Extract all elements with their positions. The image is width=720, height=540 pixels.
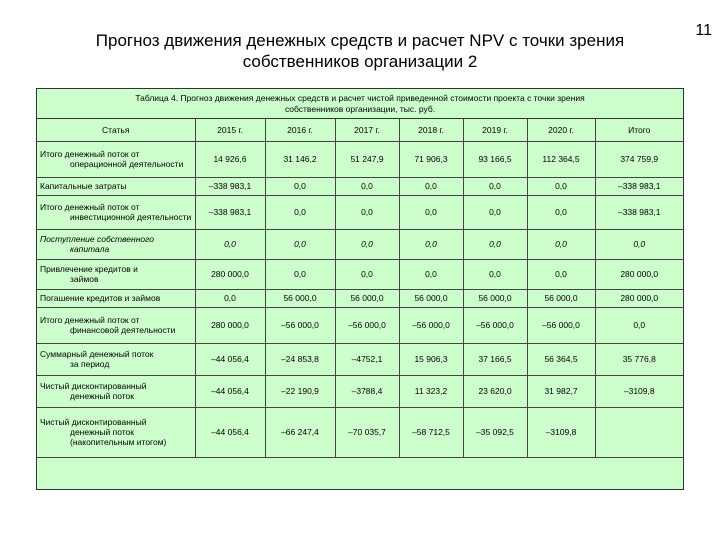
row-label bbox=[37, 177, 195, 195]
table-cell-value: 35 776,8 bbox=[595, 343, 683, 375]
table-cell-value: –58 712,5 bbox=[399, 407, 463, 457]
table-cell-value: –338 983,1 bbox=[595, 177, 683, 195]
table-cell-value: 0,0 bbox=[335, 229, 399, 259]
table-cell-value: 0,0 bbox=[195, 289, 265, 307]
table-cell-value: 11 323,2 bbox=[399, 375, 463, 407]
row-label bbox=[37, 141, 195, 177]
table-cell-value: 51 247,9 bbox=[335, 141, 399, 177]
table-row bbox=[37, 289, 683, 307]
table-cell-value: 280 000,0 bbox=[595, 289, 683, 307]
row-label bbox=[37, 307, 195, 343]
row-label-first-line: Привлечение кредитов и bbox=[40, 264, 138, 274]
table-cell-value: 0,0 bbox=[195, 229, 265, 259]
table-cell-value: 0,0 bbox=[399, 259, 463, 289]
row-label-continuation: за период bbox=[70, 359, 110, 369]
row-label-first-line: Чистый дисконтированный bbox=[40, 417, 147, 427]
table-cell-value: –56 000,0 bbox=[463, 307, 527, 343]
table-cell-value: 31 146,2 bbox=[265, 141, 335, 177]
column-header-year: 2017 г. bbox=[335, 119, 399, 141]
row-label-continuation: инвестиционной деятельности bbox=[70, 212, 192, 222]
table-cell-value: 0,0 bbox=[463, 259, 527, 289]
table-cell-value: 0,0 bbox=[463, 229, 527, 259]
row-label bbox=[37, 229, 195, 259]
table-row bbox=[37, 195, 683, 229]
row-label-first-line: Погашение кредитов и займов bbox=[40, 293, 161, 303]
column-header-article: Статья bbox=[37, 119, 195, 141]
table-cell-value: 0,0 bbox=[399, 177, 463, 195]
table-row bbox=[37, 343, 683, 375]
table-cell-value: –4752,1 bbox=[335, 343, 399, 375]
table-cell-value: 31 982,7 bbox=[527, 375, 595, 407]
page-number: 11 bbox=[695, 22, 712, 39]
column-header-year: 2015 г. bbox=[195, 119, 265, 141]
table-cell-value: 0,0 bbox=[335, 177, 399, 195]
column-header-year: 2019 г. bbox=[463, 119, 527, 141]
table-cell-value: 0,0 bbox=[265, 195, 335, 229]
table-cell-value: –44 056,4 bbox=[195, 375, 265, 407]
cash-flow-table bbox=[37, 119, 683, 458]
table-cell-value: 0,0 bbox=[335, 195, 399, 229]
row-label-first-line: Итого денежный поток от bbox=[40, 149, 140, 159]
table-cell-value: –56 000,0 bbox=[399, 307, 463, 343]
table-cell-value: 23 620,0 bbox=[463, 375, 527, 407]
table-cell-value: –22 190,9 bbox=[265, 375, 335, 407]
table-caption: Таблица 4. Прогноз движения денежных средств и расчет чистой приведенной стоимости проекта с точки зрения собственников организации, тыс. руб. bbox=[37, 89, 683, 119]
table-cell-value: 56 000,0 bbox=[335, 289, 399, 307]
row-label-continuation: капитала bbox=[70, 244, 110, 254]
column-header-year: 2018 г. bbox=[399, 119, 463, 141]
table-cell-value: –56 000,0 bbox=[527, 307, 595, 343]
table-cell-value: –24 853,8 bbox=[265, 343, 335, 375]
table-cell-value: 56 000,0 bbox=[399, 289, 463, 307]
table-row bbox=[37, 307, 683, 343]
row-label-continuation: финансовой деятельности bbox=[70, 325, 176, 335]
table-row bbox=[37, 375, 683, 407]
table-cell-value: 56 000,0 bbox=[527, 289, 595, 307]
table-cell-value: –56 000,0 bbox=[265, 307, 335, 343]
table-cell-value: 0,0 bbox=[265, 177, 335, 195]
row-label-first-line: Капитальные затраты bbox=[40, 181, 127, 191]
table-cell-value: 0,0 bbox=[527, 229, 595, 259]
table-body bbox=[37, 141, 683, 457]
table-cell-value: 0,0 bbox=[335, 259, 399, 289]
row-label-first-line: Суммарный денежный поток bbox=[40, 349, 154, 359]
table-cell-value: 374 759,9 bbox=[595, 141, 683, 177]
row-label-first-line: Поступление собственного bbox=[40, 234, 154, 244]
table-cell-value: –338 983,1 bbox=[595, 195, 683, 229]
page-title-line-2: собственников организации 2 bbox=[242, 52, 478, 71]
table-cell-value: 0,0 bbox=[595, 229, 683, 259]
page-title bbox=[40, 30, 680, 72]
row-label-continuation: операционной деятельности bbox=[70, 159, 184, 169]
table-cell-value: 0,0 bbox=[399, 195, 463, 229]
row-label-first-line: Итого денежный поток от bbox=[40, 315, 140, 325]
table-cell-value: 14 926,6 bbox=[195, 141, 265, 177]
table-cell-value: 0,0 bbox=[265, 259, 335, 289]
table-cell-value: 56 000,0 bbox=[265, 289, 335, 307]
column-header-year: 2020 г. bbox=[527, 119, 595, 141]
table-cell-value: 112 364,5 bbox=[527, 141, 595, 177]
table-cell-value bbox=[595, 407, 683, 457]
table-row bbox=[37, 259, 683, 289]
table-cell-value: 280 000,0 bbox=[595, 259, 683, 289]
row-label-continuation: денежный поток bbox=[70, 391, 134, 401]
table-header-row bbox=[37, 119, 683, 141]
row-label bbox=[37, 195, 195, 229]
table-row bbox=[37, 141, 683, 177]
table-cell-value: –70 035,7 bbox=[335, 407, 399, 457]
table-cell-value: 0,0 bbox=[527, 195, 595, 229]
row-label-continuation: займов bbox=[70, 274, 99, 284]
table-row bbox=[37, 177, 683, 195]
table-cell-value: 0,0 bbox=[463, 177, 527, 195]
column-header-total: Итого bbox=[595, 119, 683, 141]
column-header-year: 2016 г. bbox=[265, 119, 335, 141]
table-cell-value: 0,0 bbox=[527, 259, 595, 289]
table-cell-value: 0,0 bbox=[399, 229, 463, 259]
table-cell-value: –44 056,4 bbox=[195, 343, 265, 375]
table-row bbox=[37, 229, 683, 259]
row-label-first-line: Чистый дисконтированный bbox=[40, 381, 147, 391]
table-cell-value: 280 000,0 bbox=[195, 307, 265, 343]
table-cell-value: 0,0 bbox=[527, 177, 595, 195]
table-cell-value: 15 906,3 bbox=[399, 343, 463, 375]
table-cell-value: 37 166,5 bbox=[463, 343, 527, 375]
table-cell-value: –44 056,4 bbox=[195, 407, 265, 457]
table-cell-value: –66 247,4 bbox=[265, 407, 335, 457]
table-cell-value: 0,0 bbox=[265, 229, 335, 259]
table-cell-value: 56 364,5 bbox=[527, 343, 595, 375]
table-cell-value: 0,0 bbox=[463, 195, 527, 229]
table-cell-value: –3788,4 bbox=[335, 375, 399, 407]
table-cell-value: –3109,8 bbox=[527, 407, 595, 457]
row-label bbox=[37, 289, 195, 307]
table-cell-value: –338 983,1 bbox=[195, 195, 265, 229]
row-label bbox=[37, 259, 195, 289]
cash-flow-table-container bbox=[36, 88, 684, 490]
row-label bbox=[37, 375, 195, 407]
row-label-first-line: Итого денежный поток от bbox=[40, 202, 140, 212]
table-cell-value: 71 906,3 bbox=[399, 141, 463, 177]
table-cell-value: –338 983,1 bbox=[195, 177, 265, 195]
table-cell-value: 93 166,5 bbox=[463, 141, 527, 177]
row-label bbox=[37, 343, 195, 375]
table-cell-value: 0,0 bbox=[595, 307, 683, 343]
table-row bbox=[37, 407, 683, 457]
table-cell-value: –3109,8 bbox=[595, 375, 683, 407]
row-label-continuation: денежный поток (накопительным итогом) bbox=[70, 427, 167, 447]
table-cell-value: –35 092,5 bbox=[463, 407, 527, 457]
table-cell-value: –56 000,0 bbox=[335, 307, 399, 343]
table-cell-value: 280 000,0 bbox=[195, 259, 265, 289]
table-cell-value: 56 000,0 bbox=[463, 289, 527, 307]
row-label bbox=[37, 407, 195, 457]
page-title-line-1: Прогноз движения денежных средств и расчет NPV с точки зрения bbox=[95, 31, 625, 50]
